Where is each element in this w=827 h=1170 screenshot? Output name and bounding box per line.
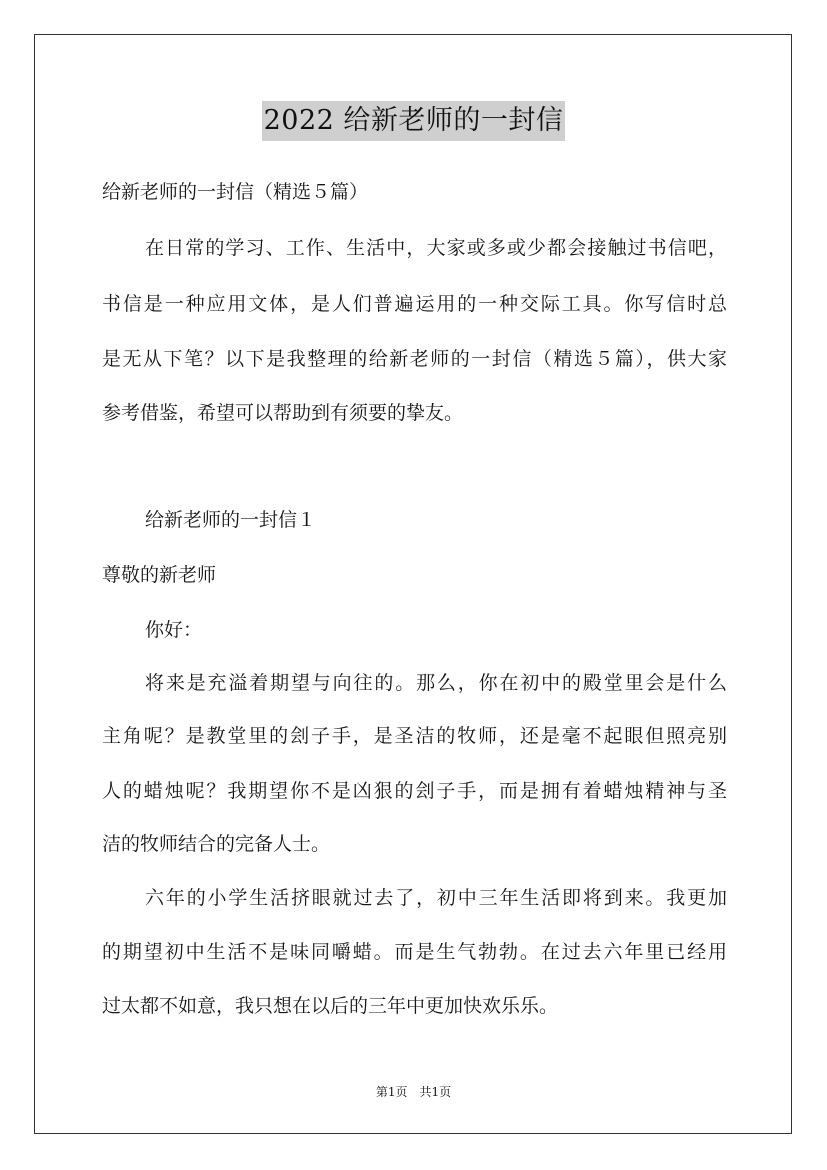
paragraph1-line-3: 人的蜡烛呢？我期望你不是凶狠的刽子手，而是拥有着蜡烛精神与圣 bbox=[102, 780, 727, 802]
paragraph1-line-4: 洁的牧师结合的完备人士。 bbox=[102, 833, 331, 855]
intro-line-1: 在日常的学习、工作、生活中，大家或多或少都会接触过书信吧， bbox=[145, 237, 727, 259]
greeting: 你好： bbox=[145, 619, 203, 641]
intro-line-2: 书信是一种应用文体，是人们普遍运用的一种交际工具。你写信时总 bbox=[102, 293, 727, 315]
paragraph2-line-3: 过太都不如意，我只想在以后的三年中更加快欢乐乐。 bbox=[102, 995, 559, 1017]
page-footer: 第1页 共1页 bbox=[375, 1085, 452, 1099]
paragraph1-line-1: 将来是充溢着期望与向往的。那么，你在初中的殿堂里会是什么 bbox=[145, 672, 727, 694]
paragraph2-line-2: 的期望初中生活不是味同嚼蜡。而是生气勃勃。在过去六年里已经用 bbox=[102, 941, 727, 963]
paragraph1-line-2: 主角呢？是教堂里的刽子手，是圣洁的牧师，还是毫不起眼但照亮别 bbox=[102, 725, 727, 747]
document-title: 2022 给新老师的一封信 bbox=[262, 101, 566, 141]
paragraph2-line-1: 六年的小学生活挤眼就过去了，初中三年生活即将到来。我更加 bbox=[145, 887, 727, 909]
title-container bbox=[0, 101, 827, 141]
intro-line-3: 是无从下笔？以下是我整理的给新老师的一封信（精选５篇），供大家 bbox=[102, 348, 727, 370]
letter-heading: 给新老师的一封信１ bbox=[145, 509, 317, 531]
document-subtitle: 给新老师的一封信（精选５篇） bbox=[102, 181, 369, 203]
intro-line-4: 参考借鉴，希望可以帮助到有须要的挚友。 bbox=[102, 402, 464, 424]
salutation: 尊敬的新老师 bbox=[102, 564, 217, 586]
